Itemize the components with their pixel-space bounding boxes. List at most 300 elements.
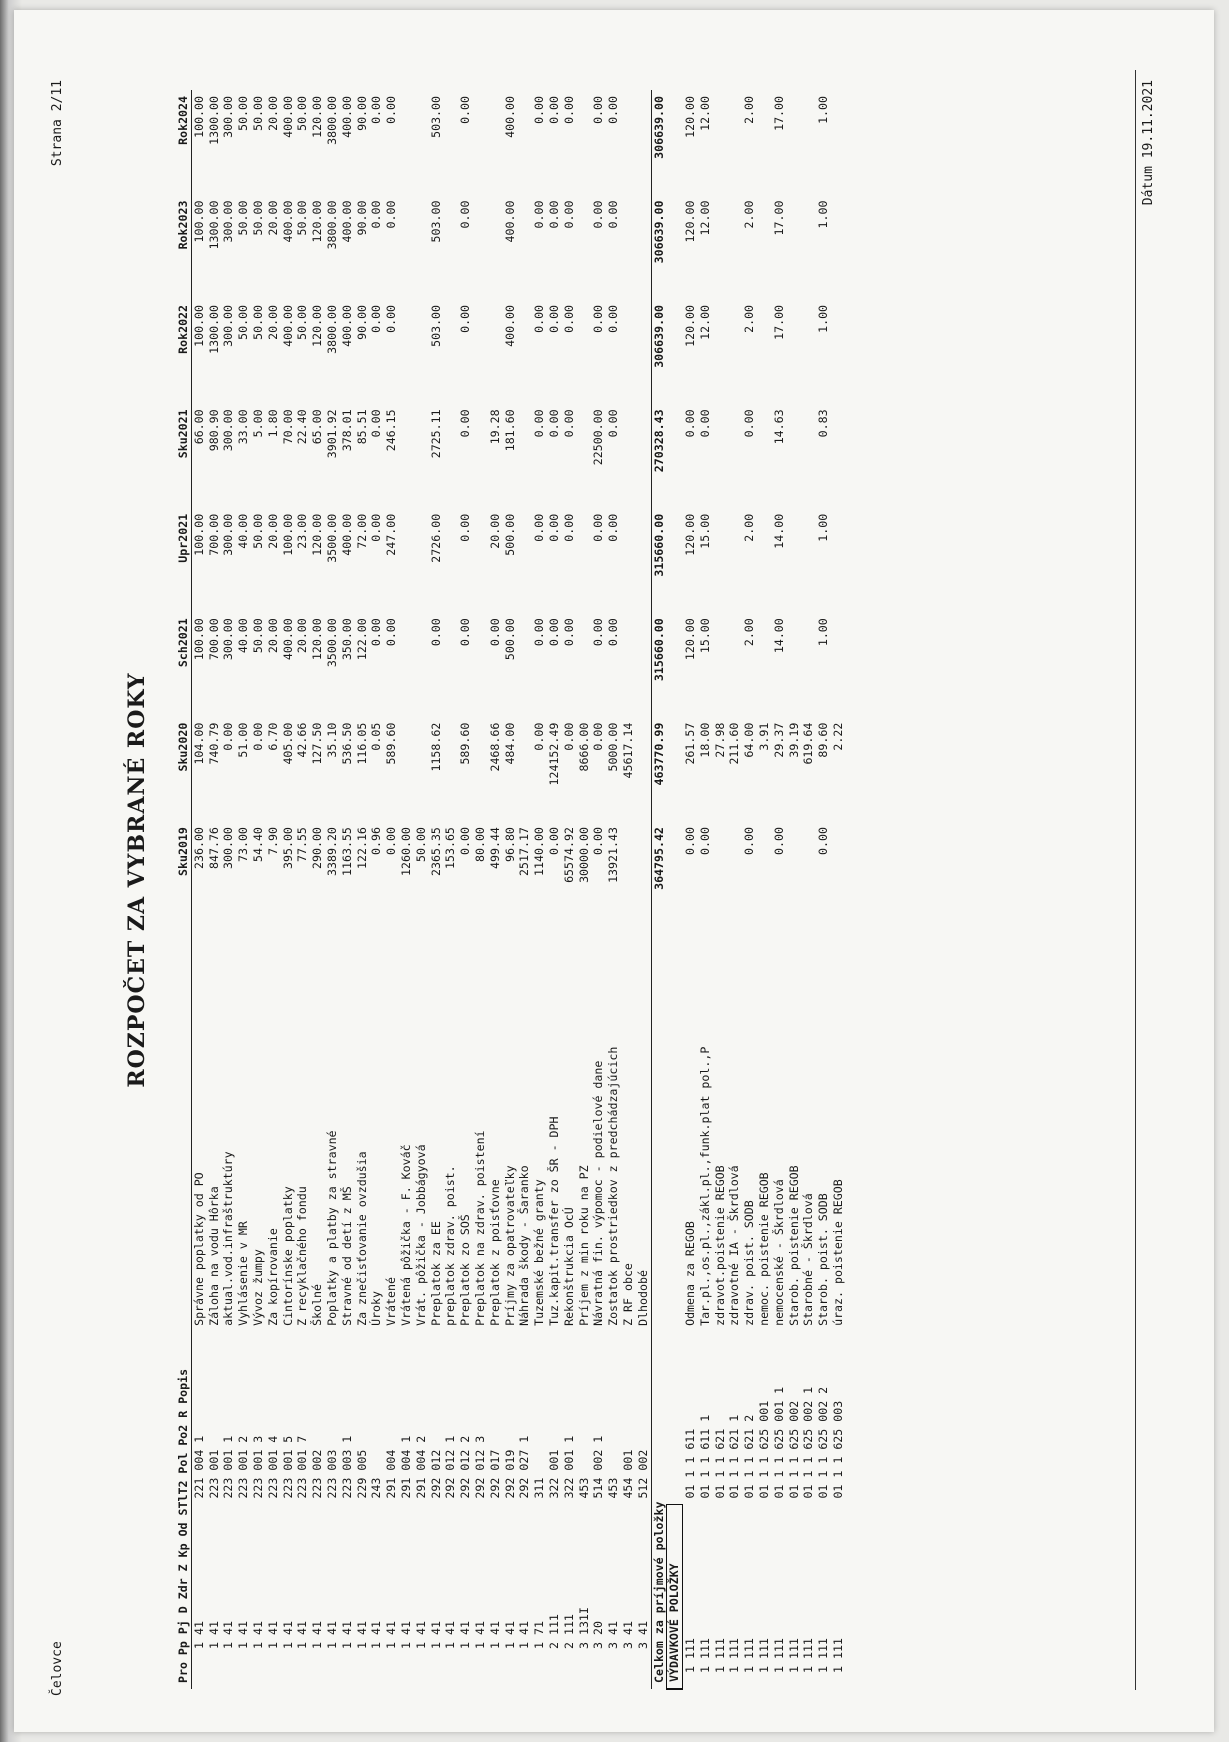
- row-value: 400.00: [280, 96, 295, 138]
- row-value: 120.00: [682, 513, 697, 556]
- row-item: 292 017: [487, 1449, 502, 1499]
- row-code: 2 111: [546, 1614, 561, 1649]
- row-value: [636, 403, 651, 507]
- row-value: [473, 717, 488, 821]
- row-value: [727, 821, 742, 925]
- row-item: 611 1: [697, 1414, 712, 1450]
- document-page: [14, 10, 1214, 1732]
- row-value: 0.00: [221, 722, 236, 751]
- row-value: [414, 717, 429, 821]
- row-value: 0.00: [591, 618, 606, 647]
- table-row: [325, 90, 340, 1689]
- row-value: 14.00: [771, 513, 786, 549]
- table-row: [801, 90, 816, 1689]
- row-description: Rekonštrukcia OcÚ: [561, 1207, 576, 1326]
- table-row: [532, 90, 547, 1689]
- row-item: 611: [682, 1428, 697, 1450]
- row-value: 51.00: [236, 722, 251, 758]
- row-value: 300.00: [221, 513, 236, 556]
- table-row: [266, 90, 281, 1689]
- row-function: 01 1 1: [786, 1456, 801, 1499]
- row-value: 589.60: [384, 722, 399, 765]
- table-row: [295, 90, 310, 1689]
- row-value: [443, 195, 458, 299]
- table-row: [636, 90, 651, 1689]
- row-item: 292 012 1: [443, 1435, 458, 1499]
- row-value: 50.00: [236, 200, 251, 236]
- row-value: [443, 299, 458, 403]
- row-function-item: [801, 1332, 816, 1505]
- row-item: 625 003: [831, 1400, 846, 1450]
- section-header-row: [667, 90, 683, 1689]
- row-value: [414, 90, 429, 195]
- total-value: 364795.42: [651, 821, 667, 925]
- row-value: 300.00: [221, 96, 236, 138]
- row-value: 0.83: [816, 409, 831, 438]
- row-value: 0.00: [606, 409, 621, 438]
- table-row: [621, 90, 636, 1689]
- row-value: 0.00: [384, 200, 399, 229]
- row-item: 223 001 4: [265, 1435, 280, 1499]
- row-value: [517, 717, 532, 821]
- row-value: 0.00: [606, 96, 621, 124]
- row-value: 261.57: [682, 722, 697, 765]
- print-date: Dátum 19.11.2021: [1141, 80, 1156, 206]
- row-code: 1 41: [413, 1621, 428, 1649]
- row-description: Preplatok z poisťovne: [487, 1179, 502, 1326]
- row-item: 223 001 3: [250, 1435, 265, 1499]
- row-description: zdravot.poistenie REGOB: [712, 1165, 727, 1326]
- row-value: 0.00: [546, 200, 561, 229]
- table-row: [221, 90, 236, 1689]
- row-value: 96.80: [502, 827, 517, 862]
- row-value: 0.00: [458, 96, 473, 124]
- row-value: 50.00: [250, 96, 265, 131]
- row-value: [473, 299, 488, 403]
- row-function-item: [757, 1332, 772, 1505]
- row-value: 0.00: [816, 827, 831, 855]
- row-value: [727, 90, 742, 195]
- row-code: 1 111: [786, 1638, 801, 1673]
- row-value: 0.00: [606, 618, 621, 647]
- table-row: [207, 90, 222, 1689]
- row-value: [831, 508, 846, 612]
- row-value: 740.79: [206, 722, 221, 765]
- row-value: [621, 403, 636, 507]
- row-value: [801, 90, 816, 195]
- row-value: 42.66: [295, 722, 310, 758]
- row-value: 50.00: [295, 200, 310, 236]
- rotated-sheet: [50, 60, 1174, 1700]
- row-value: [399, 403, 414, 507]
- row-value: [636, 717, 651, 821]
- row-description: Starobné - Škrdlová: [801, 1193, 816, 1326]
- row-value: 120.00: [310, 200, 325, 243]
- row-value: 300.00: [221, 200, 236, 243]
- row-description: Správne poplatky od PO: [191, 1172, 206, 1326]
- row-code: 1 111: [712, 1638, 727, 1673]
- row-value: 2.00: [742, 304, 757, 333]
- row-function: 01 1 1: [771, 1456, 786, 1499]
- row-value: 395.00: [280, 827, 295, 869]
- row-function-item: [816, 1332, 831, 1505]
- row-code: 1 41: [236, 1621, 251, 1649]
- row-value: [787, 612, 802, 716]
- row-function-item: [831, 1332, 846, 1505]
- table-row: [742, 90, 757, 1689]
- table-row: [683, 90, 698, 1689]
- row-value: [621, 508, 636, 612]
- row-value: [577, 195, 592, 299]
- row-value: 2.22: [831, 722, 846, 751]
- row-value: [414, 195, 429, 299]
- table-row: [591, 90, 606, 1689]
- row-value: 0.00: [532, 618, 547, 647]
- row-item: 292 012 2: [458, 1435, 473, 1499]
- row-value: 2.00: [742, 618, 757, 647]
- row-value: 20.00: [295, 618, 310, 654]
- row-value: 0.00: [384, 827, 399, 855]
- row-value: 0.00: [458, 618, 473, 647]
- row-value: 12.00: [697, 200, 712, 236]
- row-value: 300.00: [221, 827, 236, 869]
- row-item: 243: [369, 1477, 384, 1499]
- row-code: 1 111: [742, 1638, 757, 1673]
- row-value: [787, 403, 802, 507]
- row-value: 0.00: [742, 827, 757, 855]
- row-item: 292 012: [428, 1449, 443, 1499]
- row-value: 2365.35: [428, 827, 443, 876]
- row-description: Starob. poist. SODB: [816, 1193, 831, 1326]
- row-item: 292 019: [502, 1449, 517, 1499]
- row-value: [414, 508, 429, 612]
- row-item: 223 001 2: [236, 1435, 251, 1499]
- row-value: [399, 90, 414, 195]
- row-function-item: [698, 1332, 713, 1505]
- municipality-name: Čelovce: [50, 1641, 65, 1696]
- row-value: 378.01: [339, 409, 354, 452]
- table-row: [340, 90, 355, 1689]
- row-value: 0.00: [369, 618, 384, 647]
- row-value: 400.00: [502, 96, 517, 138]
- document-title: ROZPOČET ZA VYBRANÉ ROKY: [124, 672, 150, 1088]
- row-value: 120.00: [310, 304, 325, 347]
- row-item: 229 005: [354, 1449, 369, 1499]
- row-description: Tar.pl.,os.pl.,zákl.pl.,funk.plat pol.,P: [697, 1046, 712, 1326]
- row-value: 89.60: [816, 722, 831, 758]
- row-item: 291 004 2: [413, 1435, 428, 1499]
- row-value: [636, 195, 651, 299]
- row-value: 104.00: [191, 722, 206, 765]
- row-value: 0.00: [606, 304, 621, 333]
- row-code: 1 41: [369, 1621, 384, 1649]
- row-item: 514 002 1: [591, 1435, 606, 1499]
- row-value: 70.00: [280, 409, 295, 445]
- row-value: 300.00: [221, 409, 236, 452]
- row-value: 0.00: [546, 827, 561, 855]
- row-value: 400.00: [339, 200, 354, 243]
- row-value: 0.00: [697, 409, 712, 438]
- row-value: 3800.00: [324, 96, 339, 145]
- column-header-year: Rok2022: [176, 299, 191, 403]
- row-value: 0.00: [458, 304, 473, 333]
- section-spacer: [667, 90, 683, 1505]
- total-value: 315660.00: [651, 612, 667, 716]
- table-row: [414, 90, 429, 1689]
- table-row: [488, 90, 503, 1689]
- row-value: [787, 508, 802, 612]
- row-value: [488, 299, 503, 403]
- row-code: 1 41: [324, 1621, 339, 1649]
- total-row: [651, 90, 667, 1689]
- row-description: Tuz.kapit.transfer zo ŠR - DPH: [546, 1116, 561, 1326]
- row-value: [577, 299, 592, 403]
- row-value: [831, 299, 846, 403]
- row-value: 35.10: [324, 722, 339, 758]
- row-code: 1 41: [354, 1621, 369, 1649]
- row-code: 1 41: [191, 1621, 206, 1649]
- spacer: [713, 1450, 727, 1457]
- row-function: 01 1 1: [742, 1456, 757, 1499]
- row-code: 1 41: [265, 1621, 280, 1649]
- row-value: 1.00: [816, 304, 831, 333]
- table-row: [251, 90, 266, 1689]
- row-value: 127.50: [310, 722, 325, 765]
- row-value: 1.00: [816, 200, 831, 229]
- row-description: Zostatok prostriedkov z predchádzajúcich: [606, 1046, 621, 1326]
- row-code: 1 41: [206, 1621, 221, 1649]
- row-value: 1163.55: [339, 827, 354, 876]
- row-value: 2.00: [742, 96, 757, 124]
- row-value: [517, 508, 532, 612]
- row-value: 0.00: [561, 513, 576, 542]
- row-value: 85.51: [354, 409, 369, 445]
- row-value: 120.00: [682, 200, 697, 243]
- row-value: 0.00: [606, 513, 621, 542]
- row-value: 0.00: [458, 513, 473, 542]
- row-item: 621 2: [742, 1414, 757, 1450]
- row-value: 484.00: [502, 722, 517, 765]
- row-value: 0.00: [458, 409, 473, 438]
- table-row: [191, 90, 206, 1689]
- row-value: 0.00: [487, 618, 502, 647]
- row-code: 3 41: [606, 1621, 621, 1649]
- row-value: 2.00: [742, 200, 757, 229]
- row-code: 1 41: [339, 1621, 354, 1649]
- row-value: 100.00: [191, 513, 206, 556]
- row-value: [414, 612, 429, 716]
- row-value: 1140.00: [532, 827, 547, 876]
- row-function: 01 1 1: [727, 1456, 742, 1499]
- row-item: 322 001: [546, 1449, 561, 1499]
- row-value: [713, 612, 728, 716]
- row-value: 0.00: [561, 618, 576, 647]
- table-row: [577, 90, 592, 1689]
- row-code: 1 111: [801, 1638, 816, 1673]
- row-description: Úroky: [369, 1291, 384, 1326]
- row-value: 0.00: [369, 513, 384, 542]
- row-value: [757, 90, 772, 195]
- row-description: Vyhlásenie v MR: [236, 1221, 251, 1326]
- row-value: 153.65: [443, 827, 458, 869]
- row-value: 23.00: [295, 513, 310, 549]
- row-function-item: [742, 1332, 757, 1505]
- row-function: 01 1 1: [757, 1456, 772, 1499]
- row-value: 122.00: [354, 618, 369, 661]
- row-item: 625 002 2: [816, 1386, 831, 1450]
- row-value: 400.00: [339, 513, 354, 556]
- row-value: [399, 299, 414, 403]
- row-value: [577, 508, 592, 612]
- row-value: [831, 821, 846, 925]
- spacer: [816, 1450, 830, 1457]
- row-value: 100.00: [280, 513, 295, 556]
- row-code: 1 41: [472, 1621, 487, 1649]
- row-value: 0.00: [682, 827, 697, 855]
- row-value: 0.00: [546, 513, 561, 542]
- row-value: 20.00: [265, 304, 280, 340]
- row-value: 0.00: [369, 96, 384, 124]
- row-item: 453: [576, 1477, 591, 1499]
- row-value: 3800.00: [324, 304, 339, 354]
- row-description: Preplatok zo SOŠ: [458, 1214, 473, 1326]
- row-code: 1 41: [502, 1621, 517, 1649]
- row-value: 0.00: [697, 827, 712, 855]
- row-value: 22.40: [295, 409, 310, 445]
- table-row: [443, 90, 458, 1689]
- row-value: 45617.14: [620, 722, 635, 779]
- row-value: 300.00: [221, 304, 236, 347]
- row-value: 18.00: [697, 722, 712, 758]
- row-value: 14.63: [771, 409, 786, 445]
- row-value: 536.50: [339, 722, 354, 765]
- row-value: 2726.00: [428, 513, 443, 563]
- row-value: 22500.00: [591, 409, 606, 466]
- table-row: [816, 90, 831, 1689]
- row-value: 27.98: [712, 722, 727, 758]
- row-value: 120.00: [682, 304, 697, 347]
- row-code: 1 41: [398, 1621, 413, 1649]
- spacer: [757, 1450, 771, 1457]
- row-description: Návratná fin. výpomoc - podielové dane: [591, 1060, 606, 1326]
- column-header-year: Sku2019: [176, 821, 191, 925]
- total-value: 306639.00: [651, 299, 667, 403]
- table-row: [562, 90, 577, 1689]
- row-value: [517, 299, 532, 403]
- row-item: 453: [606, 1477, 621, 1499]
- row-value: 90.00: [354, 96, 369, 131]
- row-description: Z RF obce: [620, 1263, 635, 1326]
- row-function: 01 1 1: [697, 1456, 712, 1499]
- row-description: Za kopírovanie: [265, 1228, 280, 1326]
- row-value: 246.15: [384, 409, 399, 452]
- row-value: 0.00: [591, 827, 606, 855]
- row-value: [414, 299, 429, 403]
- row-value: [713, 821, 728, 925]
- row-value: 2.00: [742, 513, 757, 542]
- row-description: Školné: [310, 1284, 325, 1326]
- row-value: [757, 403, 772, 507]
- row-value: 64.00: [742, 722, 757, 758]
- row-description: úraz. poistenie REGOB: [831, 1179, 846, 1326]
- row-item: 292 027 1: [517, 1435, 532, 1499]
- income-rows: [191, 90, 651, 1689]
- row-code: 1 41: [487, 1621, 502, 1649]
- row-description: Preplatok za EE: [428, 1221, 443, 1326]
- row-value: 500.00: [502, 618, 517, 661]
- row-value: [488, 195, 503, 299]
- row-code: 1 111: [727, 1638, 742, 1673]
- row-value: 0.00: [561, 200, 576, 229]
- row-value: [621, 821, 636, 925]
- row-value: 50.00: [295, 304, 310, 340]
- table-row: [698, 90, 713, 1689]
- row-value: 50.00: [250, 200, 265, 236]
- row-value: 50.00: [250, 513, 265, 549]
- row-value: 0.00: [546, 409, 561, 438]
- row-value: 3500.00: [324, 618, 339, 668]
- row-description: Vrátené: [384, 1277, 399, 1326]
- row-item: 291 004 1: [398, 1435, 413, 1499]
- total-label: Celkom za príjmové položky: [651, 926, 667, 1690]
- row-value: 350.00: [339, 618, 354, 661]
- row-function: 01 1 1: [712, 1456, 727, 1499]
- row-value: 0.00: [458, 827, 473, 855]
- total-value: 270328.43: [651, 403, 667, 507]
- row-value: 7.90: [265, 827, 280, 855]
- row-value: 290.00: [310, 827, 325, 869]
- row-value: 19.28: [487, 409, 502, 445]
- spacer: [801, 1450, 815, 1457]
- row-value: 700.00: [206, 513, 221, 556]
- row-value: 77.55: [295, 827, 310, 862]
- row-value: 0.00: [250, 722, 265, 751]
- row-value: [636, 508, 651, 612]
- row-item: 291 004: [384, 1449, 399, 1499]
- row-description: Za znečisťovanie ovzdušia: [354, 1151, 369, 1326]
- row-value: 0.00: [532, 200, 547, 229]
- row-value: 0.00: [458, 200, 473, 229]
- row-value: 400.00: [280, 200, 295, 243]
- row-value: 503.00: [428, 96, 443, 138]
- row-value: 236.00: [191, 827, 206, 869]
- row-value: [713, 90, 728, 195]
- spacer: [698, 1450, 712, 1457]
- table-row: [384, 90, 399, 1689]
- table-row: [236, 90, 251, 1689]
- row-value: 12.00: [697, 96, 712, 131]
- row-value: 0.00: [532, 513, 547, 542]
- row-item: 625 001: [757, 1400, 772, 1450]
- row-code: 3 41: [635, 1621, 650, 1649]
- spacer: [683, 1450, 697, 1457]
- row-description: Odmena za REGOB: [682, 1221, 697, 1326]
- row-value: 13921.43: [606, 827, 621, 883]
- row-code: 1 41: [517, 1621, 532, 1649]
- row-value: 1.80: [265, 409, 280, 438]
- row-value: 100.00: [191, 200, 206, 243]
- page-number: Strana 2/11: [50, 80, 65, 167]
- table-row: [713, 90, 728, 1689]
- row-value: 2517.17: [517, 827, 532, 876]
- row-code: 1 111: [831, 1638, 846, 1673]
- row-value: 1.00: [816, 96, 831, 124]
- row-value: 29.37: [771, 722, 786, 758]
- row-value: 20.00: [265, 618, 280, 654]
- table-row: [399, 90, 414, 1689]
- column-header-year: Sch2021: [176, 612, 191, 716]
- row-value: [787, 195, 802, 299]
